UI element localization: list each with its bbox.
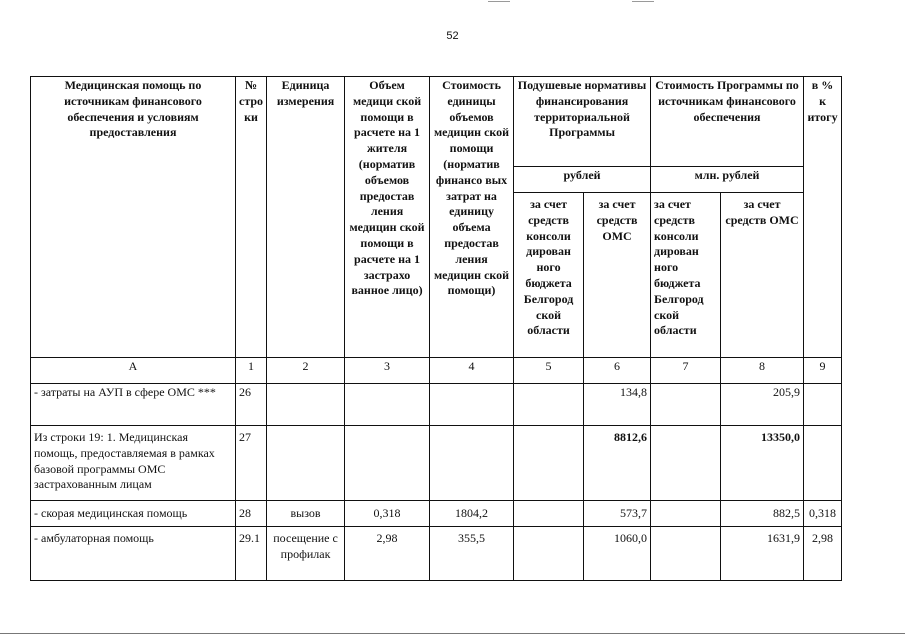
index-cell: 3	[345, 358, 430, 384]
header-volume: Объем медици ской помощи в расчете на 1 жителя (норматив объемов предостав ления медицин ской помощи в расчете на 1 застрахо ванное лицо)	[345, 77, 430, 358]
header-unit-cost: Стоимость единицы объемов медицин ской помощи (норматив финансо вых затрат на единицу объема предостав ления медицин ской помощи)	[430, 77, 514, 358]
financing-table	[30, 76, 842, 581]
index-cell: А	[31, 358, 236, 384]
row-unit-cost	[430, 426, 514, 501]
row-program-budget	[651, 501, 721, 527]
row-unit-cost: 1804,2	[430, 501, 514, 527]
header-per-capita-oms: за счет средств ОМС	[584, 193, 651, 358]
index-cell: 8	[721, 358, 804, 384]
index-cell: 4	[430, 358, 514, 384]
row-per-capita-oms: 8812,6	[584, 426, 651, 501]
header-unit-rub: рублей	[514, 167, 651, 193]
row-number: 29.1	[236, 527, 267, 581]
row-program-oms: 882,5	[721, 501, 804, 527]
table-row	[31, 426, 842, 501]
table-row	[31, 384, 842, 426]
header-per-capita-budget: за счет средств консоли дирован ного бюджета Белгород ской области	[514, 193, 584, 358]
index-cell: 1	[236, 358, 267, 384]
header-row-number: № стро ки	[236, 77, 267, 358]
header-percent: в % к итогу	[804, 77, 842, 358]
row-per-capita-oms: 134,8	[584, 384, 651, 426]
page-number: 52	[446, 30, 459, 42]
row-name: - амбулаторная помощь	[31, 527, 236, 581]
row-program-oms: 1631,9	[721, 527, 804, 581]
row-percent	[804, 384, 842, 426]
row-number: 26	[236, 384, 267, 426]
row-name: - затраты на АУП в сфере ОМС ***	[31, 384, 236, 426]
row-percent: 2,98	[804, 527, 842, 581]
row-number: 27	[236, 426, 267, 501]
row-unit	[267, 426, 345, 501]
header-program-budget: за счет средств консоли дирован ного бюджета Белгород ской области	[651, 193, 721, 358]
header-program-cost-group: Стоимость Программы по источникам финансового обеспечения	[651, 77, 804, 167]
row-volume	[345, 426, 430, 501]
header-unit: Единица измерения	[267, 77, 345, 358]
row-per-capita-budget	[514, 426, 584, 501]
row-per-capita-oms: 573,7	[584, 501, 651, 527]
index-cell: 2	[267, 358, 345, 384]
index-cell: 7	[651, 358, 721, 384]
row-program-budget	[651, 384, 721, 426]
table-row	[31, 501, 842, 527]
row-volume: 0,318	[345, 501, 430, 527]
row-per-capita-budget	[514, 501, 584, 527]
top-rule-left	[488, 1, 510, 2]
row-per-capita-budget	[514, 527, 584, 581]
row-unit-cost: 355,5	[430, 527, 514, 581]
column-index-row	[31, 358, 842, 384]
row-volume: 2,98	[345, 527, 430, 581]
index-cell: 9	[804, 358, 842, 384]
row-program-budget	[651, 426, 721, 501]
bottom-rule	[0, 633, 905, 634]
header-program-oms: за счет средств ОМС	[721, 193, 804, 358]
header-row-1	[31, 77, 842, 167]
row-name: Из строки 19: 1. Медицинская помощь, предоставляемая в рамках базовой программы ОМС застрахованным лицам	[31, 426, 236, 501]
header-unit-mln: млн. рублей	[651, 167, 804, 193]
header-per-capita-group: Подушевые нормативы финансирования территориальной Программы	[514, 77, 651, 167]
top-rule-right	[632, 1, 654, 2]
row-program-oms: 13350,0	[721, 426, 804, 501]
row-unit-cost	[430, 384, 514, 426]
row-percent: 0,318	[804, 501, 842, 527]
header-service: Медицинская помощь по источникам финансового обеспечения и условиям предоставления	[31, 77, 236, 358]
row-number: 28	[236, 501, 267, 527]
index-cell: 6	[584, 358, 651, 384]
row-unit: посещение с профилак	[267, 527, 345, 581]
row-per-capita-budget	[514, 384, 584, 426]
row-program-budget	[651, 527, 721, 581]
row-unit	[267, 384, 345, 426]
row-name: - скорая медицинская помощь	[31, 501, 236, 527]
index-cell: 5	[514, 358, 584, 384]
row-unit: вызов	[267, 501, 345, 527]
table-row	[31, 527, 842, 581]
row-program-oms: 205,9	[721, 384, 804, 426]
row-volume	[345, 384, 430, 426]
row-per-capita-oms: 1060,0	[584, 527, 651, 581]
row-percent	[804, 426, 842, 501]
